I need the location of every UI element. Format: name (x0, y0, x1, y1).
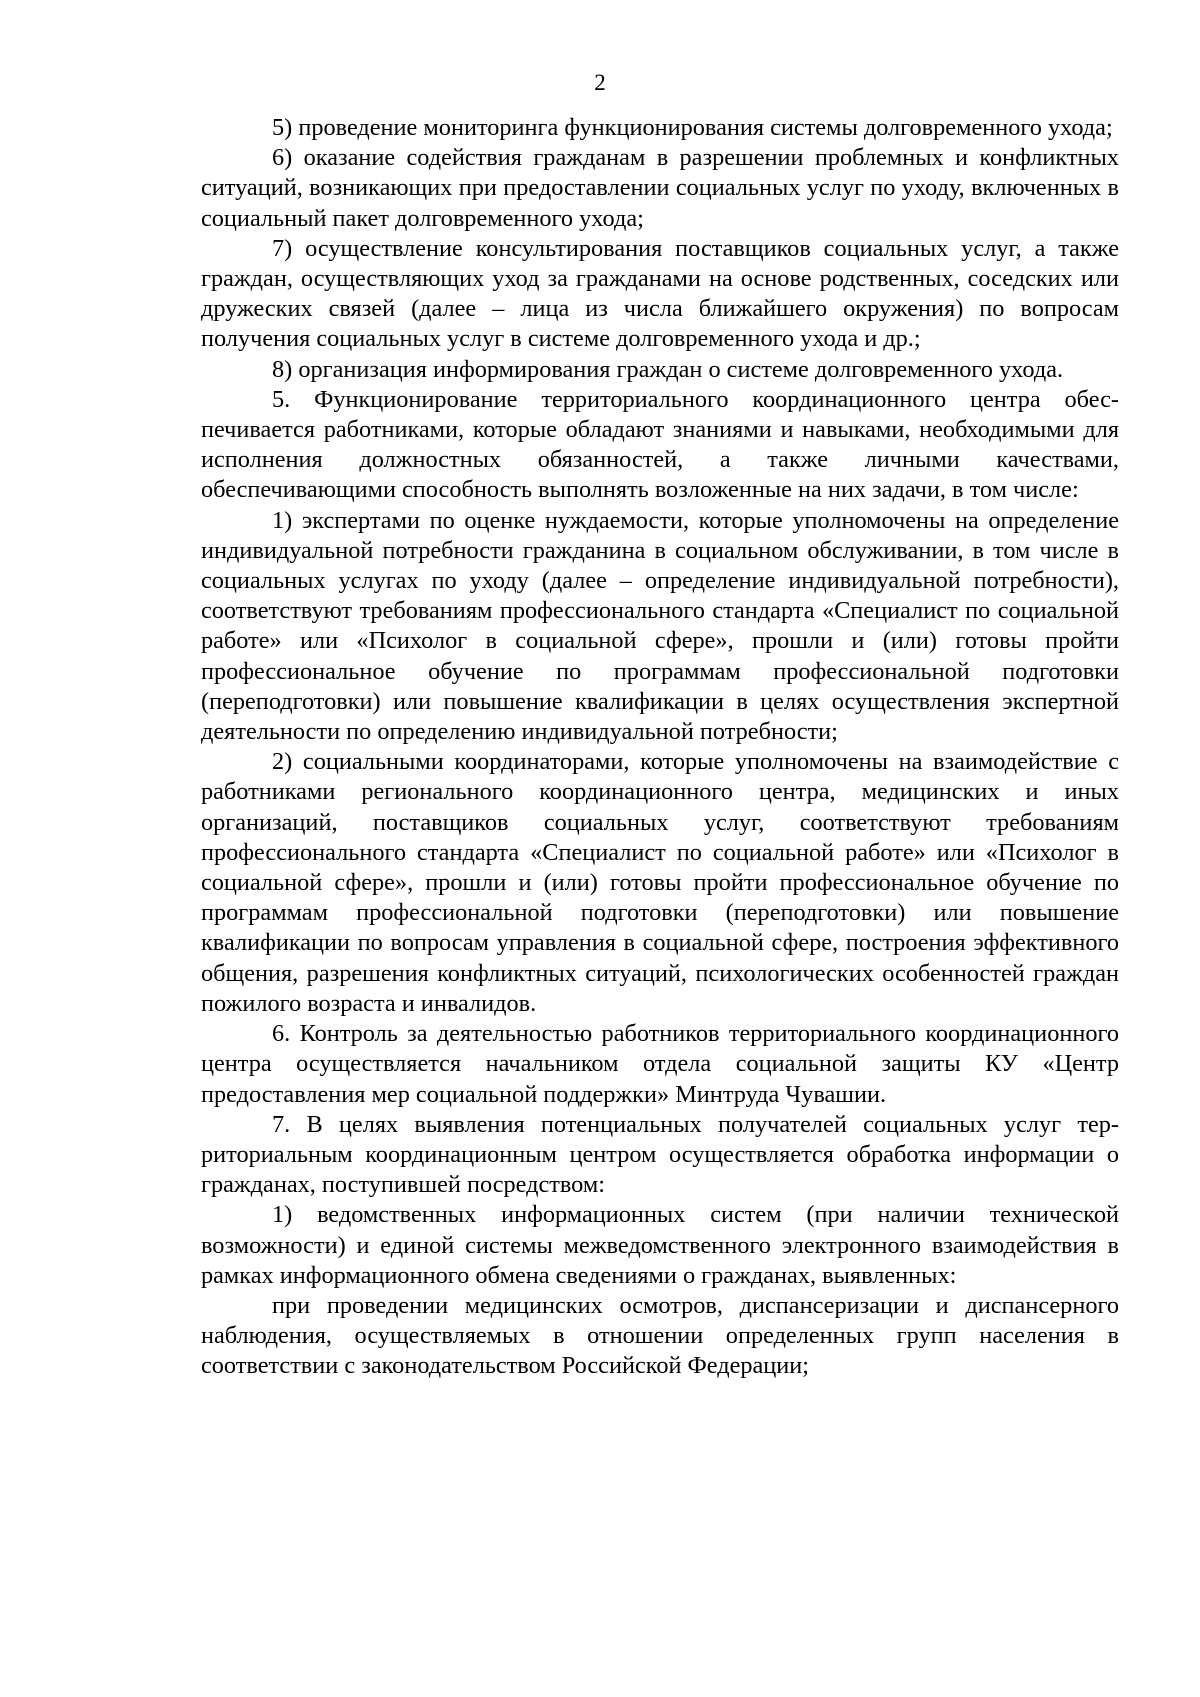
paragraph-item-5: 5) проведение мониторинга функционирования системы долговременного ухода; (272, 114, 1113, 141)
paragraph-section-7-subitem: при проведении медицинских осмотров, диспансеризации и диспансерного наблюдения, осуществляемых в отношении определенных групп населения в соответствии с законодательством Российской Федерации; (201, 1291, 1119, 1380)
paragraph-item-6: 6) оказание содействия гражданам в разрешении проблемных и конфликтных ситуаций, возникающих при предоставлении социальных услуг по уходу, включенных в социальный пакет долговременного ухода; (201, 144, 1119, 232)
paragraph-section-5-item-2: 2) социальными координаторами, которые уполномочены на взаимодействие с работниками регионального координационного центра, медицинских и иных организаций, поставщиков социальных услуг, соответствуют требованиям профессионального стандарта «Специалист по социальной работе» или «Психолог в социальной сфере», прошли и (или) готовы пройти профессиональное обучение по программам профессиональной подготовки (переподготовки) или повышение квалификации по вопросам управления в социальной сфере, построения эффективного общения, разрешения конфликтных ситуаций, психологических особенностей граждан пожилого возраста и инвалидов. (201, 748, 1119, 1017)
paragraph-section-5-item-1: 1) экспертами по оценке нуждаемости, которые уполномочены на определение индивидуальной потребности гражданина в социальном обслуживании, в том числе в социальных услугах по уходу (далее – определение индивидуальной потребности), соответствуют требованиям профессионального стандарта «Специалист по социальной работе» или «Психолог в социальной сфере», прошли и (или) готовы пройти профессиональное обучение по программам профессиональной подготовки (переподготовки) или повышение квалификации в целях осуществления экспертной деятельности по определению индивидуальной потребности; (201, 506, 1119, 746)
paragraph-section-7: 7. В целях выявления потенциальных получателей социальных услуг территориальным координационным центром осуществляется обработка информации о гражданах, поступившей посредством: (201, 1110, 1119, 1199)
paragraph-item-7: 7) осуществление консультирования поставщиков социальных услуг, а также граждан, осуществляющих уход за гражданами на основе родственных, соседских или дружеских связей (далее – лица из числа ближайшего окружения) по вопросам получения социальных услуг в системе долговременного ухода и др.; (201, 234, 1119, 353)
paragraph-section-7-item-1: 1) ведомственных информационных систем (при наличии технической возможности) и единой системы межведомственного электронного взаимодействия в рамках информационного обмена сведениями о гражданах, выявленных: (201, 1201, 1119, 1289)
paragraph-section-5: 5. Функционирование территориального координационного центра обеспечивается работниками, которые обладают знаниями и навыками, необходимыми для исполнения должностных обязанностей, а также личными качествами, обеспечивающими способность выполнять возложенные на них задачи, в том числе: (201, 385, 1119, 504)
page-number: 2 (594, 70, 606, 95)
paragraph-item-8: 8) организация информирования граждан о системе долговременного ухода. (272, 355, 1064, 383)
document-body (201, 113, 1119, 1382)
paragraph-section-6: 6. Контроль за деятельностью работников территориального координационного центра осуществляется начальником отдела социальной защиты КУ «Центр предоставления мер социальной поддержки» Минтруда Чувашии. (201, 1020, 1119, 1108)
